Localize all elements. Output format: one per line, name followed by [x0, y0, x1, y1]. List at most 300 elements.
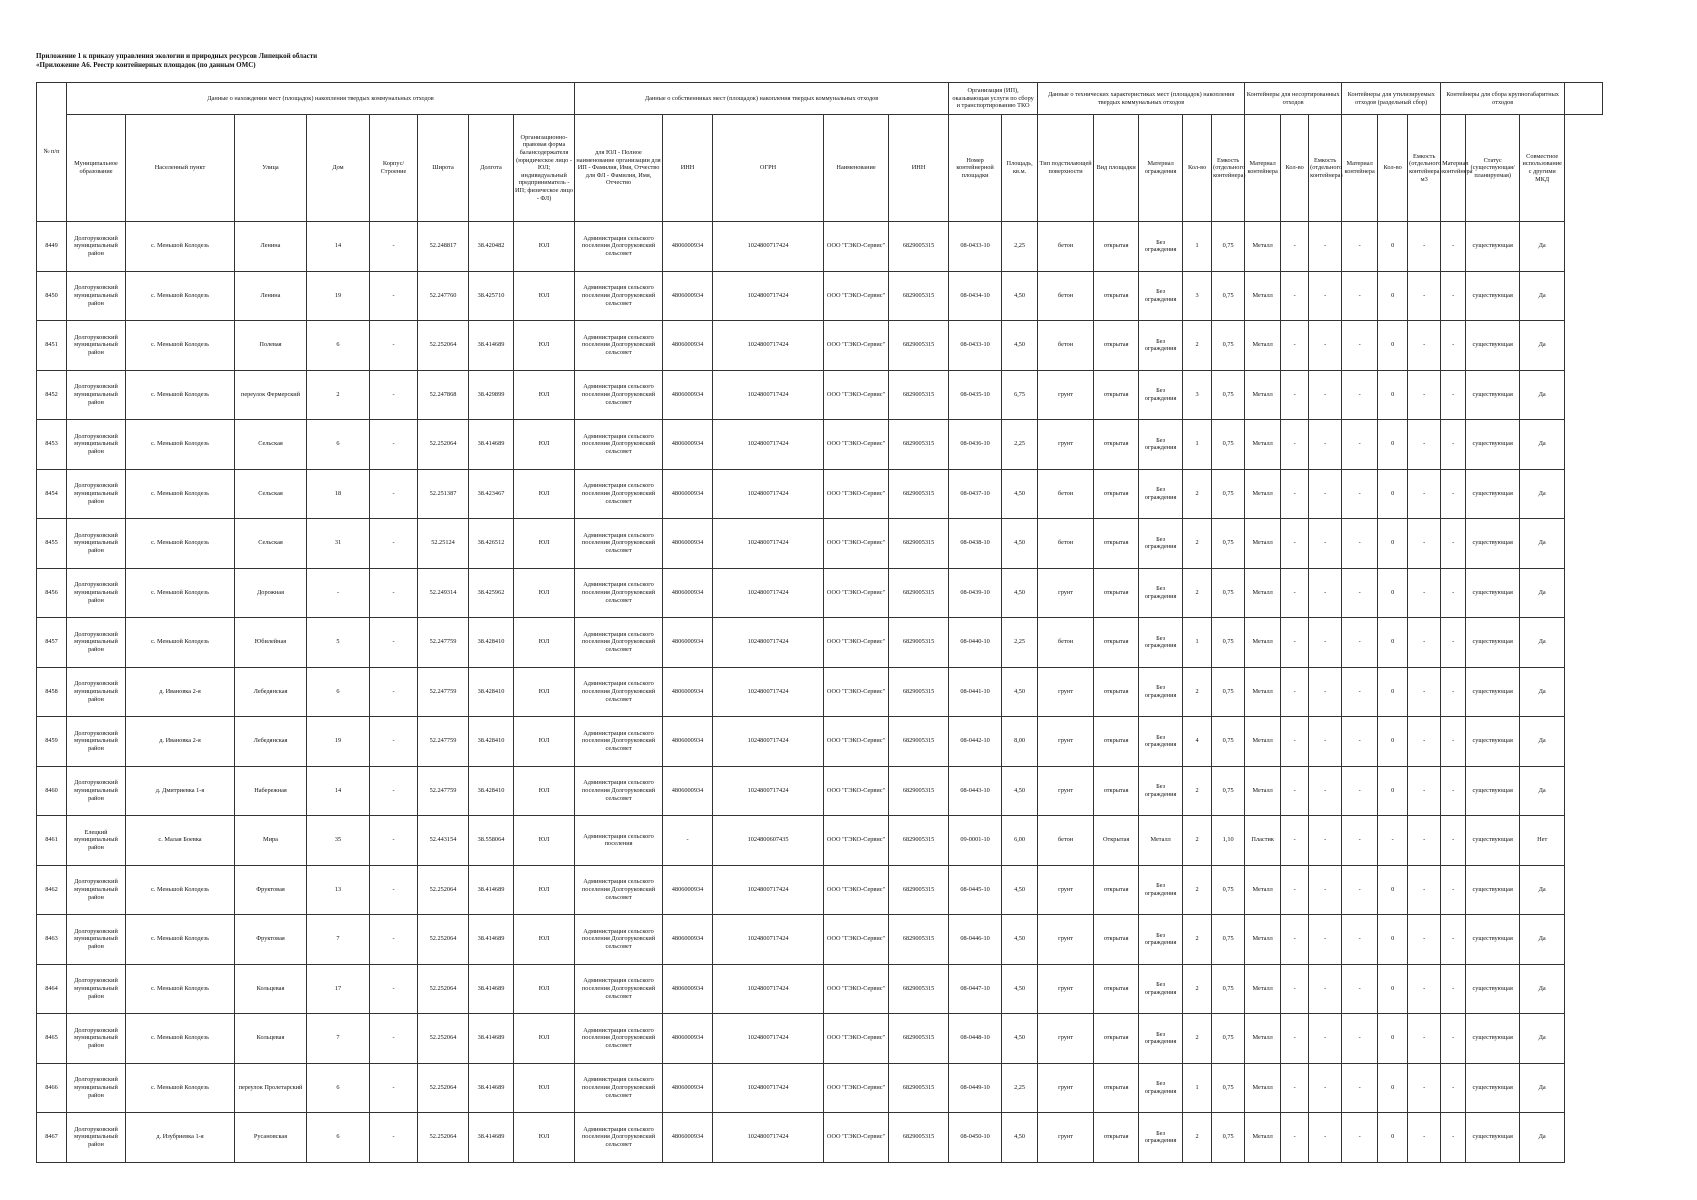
table-cell: -	[1408, 568, 1441, 618]
table-cell: 8452	[37, 370, 67, 420]
table-cell: 8461	[37, 816, 67, 866]
table-cell: Сельская	[235, 469, 307, 519]
table-cell: 38.428410	[469, 618, 514, 668]
table-cell: Кольцевая	[235, 1014, 307, 1064]
table-cell: -	[1309, 618, 1342, 668]
table-cell: Без ограждения	[1139, 865, 1183, 915]
table-cell: 38.414689	[469, 964, 514, 1014]
table-cell: 6,75	[1002, 370, 1038, 420]
table-cell: 1	[1183, 1063, 1212, 1113]
header-line-1: Приложение 1 к приказу управления экологии и природных ресурсов Липецкой области	[36, 52, 318, 60]
table-cell: 4806000934	[663, 667, 713, 717]
table-cell: 38.428410	[469, 717, 514, 767]
table-cell: 1,10	[1212, 816, 1245, 866]
table-cell: -	[1342, 222, 1378, 272]
column-header: Наименование	[824, 115, 889, 222]
table-cell: 6	[307, 667, 370, 717]
table-cell: Дорожная	[235, 568, 307, 618]
table-cell: Металл	[1245, 222, 1281, 272]
table-cell: Юбилейная	[235, 618, 307, 668]
table-cell: существующая	[1466, 370, 1520, 420]
table-cell: ООО "ГЭКО-Сервис"	[824, 321, 889, 371]
table-cell: грунт	[1038, 420, 1094, 470]
table-row	[37, 865, 1603, 915]
table-cell: 4806000934	[663, 1063, 713, 1113]
table-cell: -	[1342, 618, 1378, 668]
table-cell: -	[1281, 222, 1309, 272]
table-cell: 08-0439-10	[949, 568, 1002, 618]
table-cell: 4806000934	[663, 222, 713, 272]
table-cell: с. Меньшой Колодезь	[126, 370, 235, 420]
table-cell: ЮЛ	[514, 370, 575, 420]
table-cell: -	[1281, 1014, 1309, 1064]
table-cell: ООО "ГЭКО-Сервис"	[824, 816, 889, 866]
table-cell: -	[1309, 222, 1342, 272]
table-cell: 38.428410	[469, 766, 514, 816]
table-cell: грунт	[1038, 1063, 1094, 1113]
table-cell: 4,50	[1002, 766, 1038, 816]
table-cell: открытая	[1094, 766, 1139, 816]
table-cell: грунт	[1038, 865, 1094, 915]
table-cell: -	[370, 717, 418, 767]
table-cell: Без ограждения	[1139, 667, 1183, 717]
table-cell: с. Меньшой Колодезь	[126, 865, 235, 915]
table-cell: -	[1441, 519, 1466, 569]
group-header: Контейнеры для утилизируемых отходов (раздельный сбор)	[1342, 83, 1441, 115]
table-cell: открытая	[1094, 865, 1139, 915]
column-header: Улица	[235, 115, 307, 222]
table-cell: -	[1408, 717, 1441, 767]
table-cell: 2,25	[1002, 420, 1038, 470]
table-cell: грунт	[1038, 1113, 1094, 1163]
table-cell: Металл	[1245, 766, 1281, 816]
container-sites-registry-table	[36, 82, 1603, 1163]
table-cell: с. Меньшой Колодезь	[126, 1014, 235, 1064]
table-cell: Металл	[1245, 321, 1281, 371]
table-cell: -	[1309, 370, 1342, 420]
table-cell: 7	[307, 915, 370, 965]
table-cell: с. Меньшой Колодезь	[126, 964, 235, 1014]
table-cell: Администрация сельского поселения Долгоруковский сельсовет	[575, 964, 663, 1014]
table-cell: -	[1441, 1063, 1466, 1113]
table-cell: 6,00	[1002, 816, 1038, 866]
table-row	[37, 1063, 1603, 1113]
column-header: Кол-во	[1183, 115, 1212, 222]
table-cell: -	[1408, 370, 1441, 420]
table-cell: -	[370, 915, 418, 965]
table-cell: -	[1309, 271, 1342, 321]
table-cell: 3	[1183, 271, 1212, 321]
table-cell: -	[370, 420, 418, 470]
table-cell: 38.428410	[469, 667, 514, 717]
table-cell: 4,50	[1002, 1113, 1038, 1163]
table-cell: 1024800717424	[713, 618, 824, 668]
table-cell: -	[1441, 321, 1466, 371]
table-cell: 1024800717424	[713, 469, 824, 519]
column-header: Материал контейнера	[1245, 115, 1281, 222]
table-cell: с. Меньшой Колодезь	[126, 420, 235, 470]
column-header: Статус (существующая/ планируемая)	[1466, 115, 1520, 222]
table-cell: 4,50	[1002, 667, 1038, 717]
table-cell: -	[370, 816, 418, 866]
table-cell: 8465	[37, 1014, 67, 1064]
table-cell: 8456	[37, 568, 67, 618]
group-header-row	[37, 83, 1603, 115]
table-cell: открытая	[1094, 667, 1139, 717]
table-cell: Сельская	[235, 420, 307, 470]
table-cell: Долгоруковский муниципальный район	[67, 865, 126, 915]
table-cell: 6829005315	[889, 370, 949, 420]
group-header: Контейнеры для несортированных отходов	[1245, 83, 1342, 115]
table-cell: существующая	[1466, 1063, 1520, 1113]
table-cell: Без ограждения	[1139, 568, 1183, 618]
table-cell: бетон	[1038, 222, 1094, 272]
table-cell: бетон	[1038, 618, 1094, 668]
table-cell: 1024800717424	[713, 1113, 824, 1163]
table-cell: 8453	[37, 420, 67, 470]
table-cell: 6829005315	[889, 420, 949, 470]
table-cell: 6829005315	[889, 1063, 949, 1113]
table-cell: Без ограждения	[1139, 717, 1183, 767]
table-cell: 1	[1183, 222, 1212, 272]
table-cell: -	[370, 1014, 418, 1064]
table-cell: -	[1281, 370, 1309, 420]
table-cell: 8451	[37, 321, 67, 371]
column-header: Долгота	[469, 115, 514, 222]
table-cell: Металл	[1245, 271, 1281, 321]
table-cell: Полевая	[235, 321, 307, 371]
header-line-2: «Приложение А6. Реестр контейнерных площадок (по данным ОМС)	[36, 61, 256, 69]
table-cell: 2	[1183, 1113, 1212, 1163]
table-cell: 0,75	[1212, 271, 1245, 321]
table-cell: -	[1408, 1014, 1441, 1064]
table-cell: 2	[307, 370, 370, 420]
table-cell: 38.414689	[469, 321, 514, 371]
table-cell: д. Ивановка 2-я	[126, 667, 235, 717]
column-header: Широта	[418, 115, 469, 222]
table-cell: -	[1441, 271, 1466, 321]
table-cell: открытая	[1094, 915, 1139, 965]
table-cell: Лебедянская	[235, 667, 307, 717]
table-cell: Долгоруковский муниципальный район	[67, 1014, 126, 1064]
table-cell: 0,75	[1212, 321, 1245, 371]
table-cell: 08-0435-10	[949, 370, 1002, 420]
table-cell: Да	[1520, 568, 1565, 618]
table-cell: Без ограждения	[1139, 964, 1183, 1014]
table-cell: ООО "ГЭКО-Сервис"	[824, 271, 889, 321]
table-row	[37, 915, 1603, 965]
table-cell: Долгоруковский муниципальный район	[67, 370, 126, 420]
table-cell: ЮЛ	[514, 667, 575, 717]
table-cell: Без ограждения	[1139, 1014, 1183, 1064]
table-cell: -	[1408, 915, 1441, 965]
table-cell: ООО "ГЭКО-Сервис"	[824, 766, 889, 816]
table-cell: -	[370, 1113, 418, 1163]
table-cell: -	[1281, 469, 1309, 519]
table-cell: 2	[1183, 321, 1212, 371]
table-cell: ЮЛ	[514, 519, 575, 569]
table-cell: 08-0437-10	[949, 469, 1002, 519]
table-cell: 6829005315	[889, 964, 949, 1014]
table-cell: ЮЛ	[514, 717, 575, 767]
table-cell: грунт	[1038, 717, 1094, 767]
table-cell: -	[1408, 519, 1441, 569]
table-cell: 35	[307, 816, 370, 866]
table-cell: 0,75	[1212, 370, 1245, 420]
table-cell: 52.252064	[418, 1063, 469, 1113]
table-cell: Металл	[1245, 519, 1281, 569]
table-cell: 52.248817	[418, 222, 469, 272]
table-cell: существующая	[1466, 618, 1520, 668]
table-cell: Кольцевая	[235, 964, 307, 1014]
table-cell: 0	[1378, 568, 1408, 618]
table-cell: ООО "ГЭКО-Сервис"	[824, 1113, 889, 1163]
table-cell: ЮЛ	[514, 964, 575, 1014]
table-cell: -	[1309, 420, 1342, 470]
table-cell: Без ограждения	[1139, 618, 1183, 668]
table-cell: Да	[1520, 915, 1565, 965]
table-cell: 0,75	[1212, 717, 1245, 767]
table-cell: 1024800717424	[713, 519, 824, 569]
table-cell: -	[1281, 964, 1309, 1014]
table-cell: 4806000934	[663, 519, 713, 569]
table-cell: -	[1408, 816, 1441, 866]
table-cell: 6829005315	[889, 222, 949, 272]
table-cell: -	[1408, 321, 1441, 371]
column-header: Материал ограждения	[1139, 115, 1183, 222]
table-cell: 52.252064	[418, 1113, 469, 1163]
table-cell: 0	[1378, 717, 1408, 767]
table-row	[37, 667, 1603, 717]
table-cell: Да	[1520, 1014, 1565, 1064]
table-cell: Администрация сельского поселения Долгоруковский сельсовет	[575, 420, 663, 470]
table-cell: ЮЛ	[514, 271, 575, 321]
table-cell: 38.414689	[469, 865, 514, 915]
table-cell: 52.247760	[418, 271, 469, 321]
table-cell: 08-0442-10	[949, 717, 1002, 767]
table-cell: 0,75	[1212, 469, 1245, 519]
table-cell: 52.251387	[418, 469, 469, 519]
table-cell: Металл	[1245, 370, 1281, 420]
table-cell: 38.420482	[469, 222, 514, 272]
table-cell: 4,50	[1002, 321, 1038, 371]
table-cell: 6	[307, 420, 370, 470]
table-cell: 4,50	[1002, 519, 1038, 569]
table-cell: 4,50	[1002, 271, 1038, 321]
table-cell: Администрация сельского поселения Долгоруковский сельсовет	[575, 321, 663, 371]
table-cell: -	[1408, 766, 1441, 816]
table-cell: 6829005315	[889, 618, 949, 668]
table-row	[37, 222, 1603, 272]
table-cell: Да	[1520, 370, 1565, 420]
table-cell: Без ограждения	[1139, 1113, 1183, 1163]
table-cell: с. Меньшой Колодезь	[126, 1063, 235, 1113]
table-cell: 08-0433-10	[949, 321, 1002, 371]
table-cell: 0,75	[1212, 964, 1245, 1014]
table-cell: 6829005315	[889, 1113, 949, 1163]
table-cell: грунт	[1038, 766, 1094, 816]
table-cell: Русановская	[235, 1113, 307, 1163]
table-cell: 6829005315	[889, 667, 949, 717]
table-cell: 4,50	[1002, 1014, 1038, 1064]
table-cell: Долгоруковский муниципальный район	[67, 469, 126, 519]
table-cell: 18	[307, 469, 370, 519]
table-cell: -	[1309, 964, 1342, 1014]
table-cell: Фруктовая	[235, 915, 307, 965]
table-cell: 2,25	[1002, 618, 1038, 668]
table-cell: Долгоруковский муниципальный район	[67, 271, 126, 321]
table-cell: 2	[1183, 667, 1212, 717]
table-cell: грунт	[1038, 915, 1094, 965]
table-cell: -	[1281, 519, 1309, 569]
table-cell: 17	[307, 964, 370, 1014]
table-cell: 14	[307, 222, 370, 272]
table-cell: 4,50	[1002, 568, 1038, 618]
table-cell: -	[1281, 321, 1309, 371]
table-cell: -	[1441, 964, 1466, 1014]
table-cell: 1024800717424	[713, 370, 824, 420]
table-cell: 08-0434-10	[949, 271, 1002, 321]
table-cell: 0,75	[1212, 1014, 1245, 1064]
table-cell: -	[370, 469, 418, 519]
table-cell: -	[1441, 469, 1466, 519]
column-header: Кол-во	[1378, 115, 1408, 222]
column-header: Корпус/Строение	[370, 115, 418, 222]
table-cell: открытая	[1094, 1014, 1139, 1064]
table-cell: -	[370, 618, 418, 668]
table-cell: Елецкий муниципальный район	[67, 816, 126, 866]
table-cell: 4806000934	[663, 618, 713, 668]
table-cell: с. Меньшой Колодезь	[126, 519, 235, 569]
table-cell: 38.558064	[469, 816, 514, 866]
table-cell: ООО "ГЭКО-Сервис"	[824, 1063, 889, 1113]
table-row	[37, 519, 1603, 569]
table-cell: Да	[1520, 865, 1565, 915]
table-row	[37, 717, 1603, 767]
table-cell: -	[1408, 1063, 1441, 1113]
table-cell: -	[370, 766, 418, 816]
table-cell: с. Меньшой Колодезь	[126, 568, 235, 618]
table-cell: бетон	[1038, 816, 1094, 866]
column-header: Муниципальное образование	[67, 115, 126, 222]
table-cell: Долгоруковский муниципальный район	[67, 618, 126, 668]
table-cell: -	[1281, 271, 1309, 321]
group-header: Данные о нахождении мест (площадок) накопления твердых коммунальных отходов	[67, 83, 575, 115]
table-cell: существующая	[1466, 420, 1520, 470]
table-cell: 6829005315	[889, 271, 949, 321]
table-cell: Долгоруковский муниципальный район	[67, 915, 126, 965]
table-cell: 6829005315	[889, 519, 949, 569]
table-cell: Долгоруковский муниципальный район	[67, 420, 126, 470]
table-cell: ООО "ГЭКО-Сервис"	[824, 420, 889, 470]
table-cell: 6829005315	[889, 816, 949, 866]
table-cell: 19	[307, 717, 370, 767]
table-cell: существующая	[1466, 717, 1520, 767]
table-cell: Администрация сельского поселения Долгоруковский сельсовет	[575, 1063, 663, 1113]
table-cell: Без ограждения	[1139, 271, 1183, 321]
table-cell: 0,75	[1212, 1113, 1245, 1163]
table-cell: 52.252064	[418, 915, 469, 965]
table-cell: существующая	[1466, 271, 1520, 321]
table-cell: 38.414689	[469, 1014, 514, 1064]
table-cell: 8449	[37, 222, 67, 272]
table-cell: открытая	[1094, 271, 1139, 321]
table-cell: Металл	[1245, 964, 1281, 1014]
table-cell: 52.247759	[418, 717, 469, 767]
document-header	[36, 52, 317, 70]
table-cell: Администрация сельского поселения Долгоруковский сельсовет	[575, 667, 663, 717]
table-cell: 52.247759	[418, 667, 469, 717]
table-cell: грунт	[1038, 964, 1094, 1014]
table-cell: 08-0448-10	[949, 1014, 1002, 1064]
table-cell: -	[1281, 618, 1309, 668]
table-cell: существующая	[1466, 519, 1520, 569]
table-cell: Да	[1520, 1063, 1565, 1113]
table-cell: -	[1281, 915, 1309, 965]
table-cell: ООО "ГЭКО-Сервис"	[824, 568, 889, 618]
table-cell: -	[1441, 816, 1466, 866]
table-cell: 1024800607435	[713, 816, 824, 866]
table-cell: 4806000934	[663, 469, 713, 519]
table-cell: 0,75	[1212, 568, 1245, 618]
table-cell: существующая	[1466, 321, 1520, 371]
table-cell: -	[1408, 469, 1441, 519]
table-cell: Да	[1520, 519, 1565, 569]
table-cell: 2	[1183, 568, 1212, 618]
table-cell: открытая	[1094, 568, 1139, 618]
table-cell: 4806000934	[663, 766, 713, 816]
table-cell: 19	[307, 271, 370, 321]
table-cell: ООО "ГЭКО-Сервис"	[824, 667, 889, 717]
table-cell: -	[1342, 519, 1378, 569]
table-cell: -	[1309, 321, 1342, 371]
table-cell: 2,25	[1002, 1063, 1038, 1113]
table-cell: с. Меньшой Колодезь	[126, 321, 235, 371]
table-cell: существующая	[1466, 222, 1520, 272]
table-cell: -	[1441, 420, 1466, 470]
column-header: Площадь, кв.м.	[1002, 115, 1038, 222]
table-cell: -	[1281, 865, 1309, 915]
table-cell: -	[1281, 766, 1309, 816]
table-row	[37, 1014, 1603, 1064]
table-cell: Да	[1520, 321, 1565, 371]
table-cell: ЮЛ	[514, 1113, 575, 1163]
table-cell: ООО "ГЭКО-Сервис"	[824, 915, 889, 965]
table-cell: 1024800717424	[713, 667, 824, 717]
table-cell: 08-0443-10	[949, 766, 1002, 816]
table-cell: 4806000934	[663, 1014, 713, 1064]
table-cell: ООО "ГЭКО-Сервис"	[824, 618, 889, 668]
column-header: Организационно-правовая форма балансодержателя (юридическое лицо - ЮЛ; индивидуальный предприниматель - ИП; физическое лицо - ФЛ)	[514, 115, 575, 222]
table-cell: 2	[1183, 1014, 1212, 1064]
table-cell: 4806000934	[663, 915, 713, 965]
table-cell: 08-0450-10	[949, 1113, 1002, 1163]
table-cell: 52.25124	[418, 519, 469, 569]
table-cell: 4806000934	[663, 420, 713, 470]
table-cell: грунт	[1038, 667, 1094, 717]
table-cell: 2	[1183, 519, 1212, 569]
table-cell: -	[1408, 222, 1441, 272]
column-header: Вид площадки	[1094, 115, 1139, 222]
table-cell: с. Меньшой Колодезь	[126, 271, 235, 321]
table-cell: открытая	[1094, 1063, 1139, 1113]
table-cell: открытая	[1094, 964, 1139, 1014]
table-cell: 08-0433-10	[949, 222, 1002, 272]
table-cell: Без ограждения	[1139, 321, 1183, 371]
table-row	[37, 370, 1603, 420]
table-cell: бетон	[1038, 321, 1094, 371]
table-cell: Без ограждения	[1139, 519, 1183, 569]
